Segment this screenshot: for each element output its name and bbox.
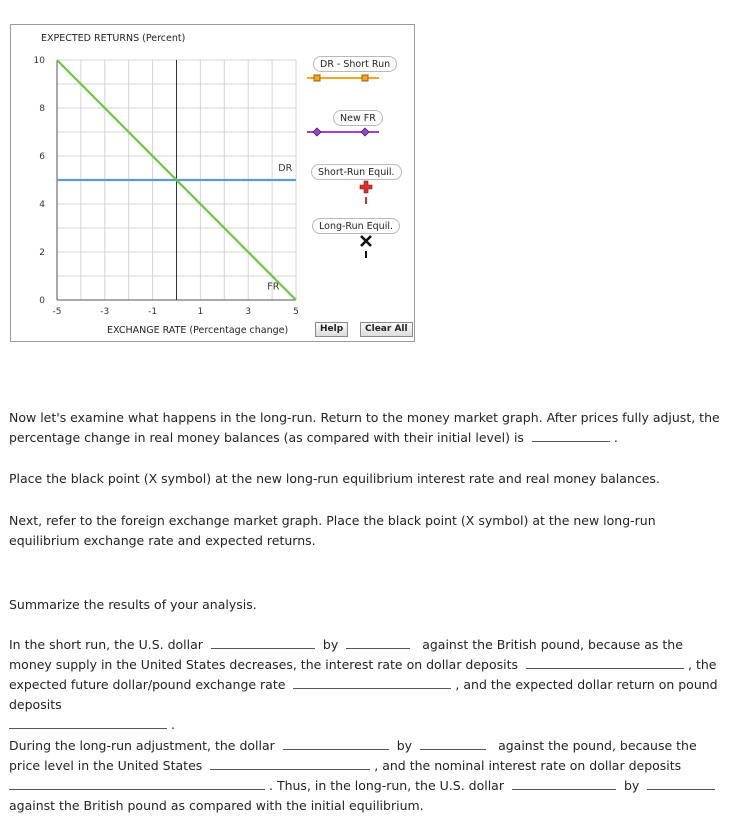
legend-long-run-equil[interactable]: Long-Run Equil. xyxy=(312,218,400,234)
long-run-text-c: against the pound, because the price level in the United States xyxy=(9,738,697,773)
long-run-text-a: During the long-run adjustment, the dollar xyxy=(9,738,275,753)
summary-heading: Summarize the results of your analysis. xyxy=(9,597,257,612)
x-tick-label: 1 xyxy=(197,307,204,317)
long-run-dollar-amount-blank[interactable] xyxy=(420,736,486,750)
long-run-text-d: , and the nominal interest rate on dollar deposits xyxy=(374,758,682,773)
period: . xyxy=(613,430,618,445)
short-run-equil-tool[interactable] xyxy=(358,179,374,207)
legend-new-fr[interactable]: New FR xyxy=(333,110,383,126)
y-axis-title: EXPECTED RETURNS (Percent) xyxy=(41,33,186,44)
long-run-final-direction-blank[interactable] xyxy=(512,776,616,790)
long-run-text-e: . Thus, in the long-run, the U.S. dollar xyxy=(269,778,504,793)
long-run-dollar-direction-blank[interactable] xyxy=(283,736,389,750)
curve-label: FR xyxy=(267,281,280,293)
short-run-pound-return-blank[interactable] xyxy=(9,715,167,729)
y-tick-label: 2 xyxy=(39,248,45,258)
x-tick-label: -5 xyxy=(52,307,62,317)
dr-short-run-tool[interactable] xyxy=(303,72,383,84)
short-run-interest-rate-blank[interactable] xyxy=(526,655,684,669)
short-run-text-a: In the short run, the U.S. dollar xyxy=(9,637,203,652)
y-tick-label: 6 xyxy=(39,152,45,162)
curve-label: DR xyxy=(278,162,293,174)
short-run-text-b: by xyxy=(322,637,339,652)
short-run-text-d: , the expected future dollar/pound exchange rate xyxy=(9,657,717,692)
instruction-money-market: Place the black point (X symbol) at the new long-run equilibrium interest rate and real money balances. xyxy=(9,471,660,486)
new-fr-tool[interactable] xyxy=(303,125,383,139)
clear-all-button[interactable]: Clear All xyxy=(360,322,413,337)
x-axis-title: EXCHANGE RATE (Percentage change) xyxy=(107,325,289,336)
y-tick-label: 8 xyxy=(39,104,45,114)
long-run-text-f: by xyxy=(623,778,640,793)
summary-short-run xyxy=(9,635,721,735)
x-tick-label: -3 xyxy=(100,307,110,317)
short-run-dollar-direction-blank[interactable] xyxy=(211,635,315,649)
short-run-text-c: against the British pound, because as the money supply in the United States decreases, the interest rate on dollar deposits xyxy=(9,637,683,672)
summary-long-run xyxy=(9,736,721,816)
long-run-price-level-blank[interactable] xyxy=(210,756,370,770)
x-tick-label: 3 xyxy=(245,307,252,317)
short-run-expected-rate-blank[interactable] xyxy=(293,675,451,689)
period: . xyxy=(171,717,175,732)
long-run-text-g: against the British pound as compared with the initial equilibrium. xyxy=(9,798,424,813)
question-long-run xyxy=(9,408,721,448)
legend-dr-short-run[interactable]: DR - Short Run xyxy=(313,56,397,72)
help-button[interactable]: Help xyxy=(315,322,348,337)
question-long-run-text: Now let's examine what happens in the long-run. Return to the money market graph. After prices fully adjust, the percentage change in real money balances (as compared with their initial level) is xyxy=(9,410,720,445)
x-tick-label: -1 xyxy=(148,307,158,317)
x-tick-label: 5 xyxy=(293,307,299,317)
y-tick-label: 4 xyxy=(39,200,45,210)
short-run-text-e: , and the expected dollar return on pound deposits xyxy=(9,677,718,712)
long-run-interest-rate-blank[interactable] xyxy=(9,776,265,790)
graph-widget xyxy=(10,24,415,342)
real-money-balance-change-blank[interactable] xyxy=(532,428,610,442)
long-run-text-b: by xyxy=(396,738,413,753)
long-run-equil-tool[interactable] xyxy=(358,233,374,261)
long-run-final-amount-blank[interactable] xyxy=(647,776,715,790)
legend-short-run-equil[interactable]: Short-Run Equil. xyxy=(311,164,402,180)
short-run-dollar-amount-blank[interactable] xyxy=(346,635,410,649)
y-tick-label: 10 xyxy=(33,56,45,66)
instruction-fx-market: Next, refer to the foreign exchange market graph. Place the black point (X symbol) at the new long-run equilibrium exchange rate and expected returns. xyxy=(9,513,656,548)
y-tick-label: 0 xyxy=(39,296,45,306)
